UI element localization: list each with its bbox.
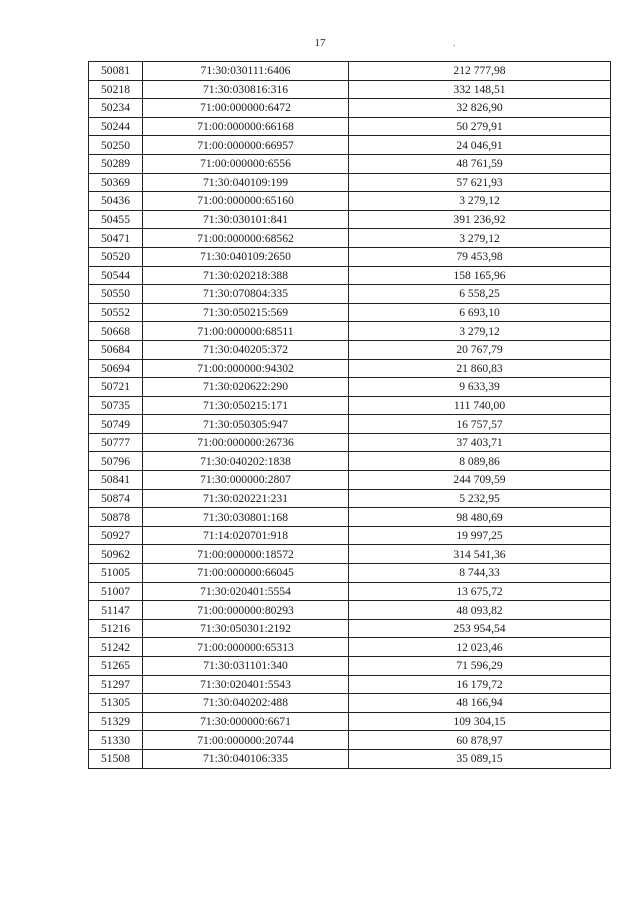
cadastral-number-cell: 71:00:000000:26736 <box>143 433 349 452</box>
table-row <box>89 378 611 397</box>
table-row <box>89 601 611 620</box>
cadastral-number-cell: 71:30:020622:290 <box>143 378 349 397</box>
cadastral-number-cell: 71:00:000000:6556 <box>143 154 349 173</box>
amount-cell: 3 279,12 <box>349 229 611 248</box>
table-row <box>89 173 611 192</box>
cadastral-number-cell: 71:30:020221:231 <box>143 489 349 508</box>
cadastral-number-cell: 71:30:030801:168 <box>143 508 349 527</box>
table-row <box>89 526 611 545</box>
table-row <box>89 303 611 322</box>
cadastral-number-cell: 71:00:000000:18572 <box>143 545 349 564</box>
table-row <box>89 210 611 229</box>
table-row <box>89 359 611 378</box>
record-number-cell: 51330 <box>89 731 143 750</box>
cadastral-number-cell: 71:30:030816:316 <box>143 80 349 99</box>
cadastral-number-cell: 71:14:020701:918 <box>143 526 349 545</box>
table-row <box>89 415 611 434</box>
amount-cell: 24 046,91 <box>349 136 611 155</box>
table-row <box>89 694 611 713</box>
cadastral-number-cell: 71:00:000000:94302 <box>143 359 349 378</box>
amount-cell: 109 304,15 <box>349 712 611 731</box>
record-number-cell: 50455 <box>89 210 143 229</box>
cadastral-number-cell: 71:00:000000:20744 <box>143 731 349 750</box>
amount-cell: 32 826,90 <box>349 99 611 118</box>
table-row <box>89 247 611 266</box>
amount-cell: 21 860,83 <box>349 359 611 378</box>
amount-cell: 16 757,57 <box>349 415 611 434</box>
cadastral-number-cell: 71:00:000000:66045 <box>143 564 349 583</box>
record-number-cell: 50796 <box>89 452 143 471</box>
cadastral-number-cell: 71:00:000000:80293 <box>143 601 349 620</box>
cadastral-number-cell: 71:00:000000:6472 <box>143 99 349 118</box>
table-row <box>89 99 611 118</box>
record-number-cell: 50874 <box>89 489 143 508</box>
table-row <box>89 471 611 490</box>
table-row <box>89 564 611 583</box>
record-number-cell: 51305 <box>89 694 143 713</box>
amount-cell: 3 279,12 <box>349 192 611 211</box>
record-number-cell: 50927 <box>89 526 143 545</box>
registry-table <box>88 61 611 769</box>
amount-cell: 8 089,86 <box>349 452 611 471</box>
amount-cell: 50 279,91 <box>349 117 611 136</box>
cadastral-number-cell: 71:30:040205:372 <box>143 340 349 359</box>
record-number-cell: 50694 <box>89 359 143 378</box>
amount-cell: 37 403,71 <box>349 433 611 452</box>
record-number-cell: 50721 <box>89 378 143 397</box>
table-row <box>89 117 611 136</box>
amount-cell: 5 232,95 <box>349 489 611 508</box>
record-number-cell: 50289 <box>89 154 143 173</box>
amount-cell: 48 093,82 <box>349 601 611 620</box>
record-number-cell: 51147 <box>89 601 143 620</box>
amount-cell: 212 777,98 <box>349 62 611 81</box>
cadastral-number-cell: 71:30:040109:2650 <box>143 247 349 266</box>
table-body <box>89 62 611 769</box>
cadastral-number-cell: 71:30:000000:2807 <box>143 471 349 490</box>
amount-cell: 6 693,10 <box>349 303 611 322</box>
cadastral-number-cell: 71:00:000000:68562 <box>143 229 349 248</box>
record-number-cell: 51297 <box>89 675 143 694</box>
table-row <box>89 322 611 341</box>
record-number-cell: 50749 <box>89 415 143 434</box>
amount-cell: 6 558,25 <box>349 285 611 304</box>
table-row <box>89 489 611 508</box>
record-number-cell: 51265 <box>89 657 143 676</box>
amount-cell: 60 878,97 <box>349 731 611 750</box>
cadastral-number-cell: 71:30:040202:488 <box>143 694 349 713</box>
amount-cell: 332 148,51 <box>349 80 611 99</box>
amount-cell: 71 596,29 <box>349 657 611 676</box>
cadastral-number-cell: 71:30:020218:388 <box>143 266 349 285</box>
cadastral-number-cell: 71:30:040106:335 <box>143 749 349 768</box>
amount-cell: 13 675,72 <box>349 582 611 601</box>
record-number-cell: 50684 <box>89 340 143 359</box>
page-number: 17 <box>314 37 326 49</box>
record-number-cell: 50436 <box>89 192 143 211</box>
table-row <box>89 62 611 81</box>
amount-cell: 12 023,46 <box>349 638 611 657</box>
table-row <box>89 582 611 601</box>
cadastral-number-cell: 71:30:030101:841 <box>143 210 349 229</box>
record-number-cell: 50735 <box>89 396 143 415</box>
cadastral-number-cell: 71:30:050305:947 <box>143 415 349 434</box>
amount-cell: 314 541,36 <box>349 545 611 564</box>
table-row <box>89 657 611 676</box>
table-row <box>89 266 611 285</box>
amount-cell: 48 761,59 <box>349 154 611 173</box>
table-row <box>89 619 611 638</box>
cadastral-number-cell: 71:30:031101:340 <box>143 657 349 676</box>
cadastral-number-cell: 71:30:000000:6671 <box>143 712 349 731</box>
amount-cell: 391 236,92 <box>349 210 611 229</box>
record-number-cell: 50369 <box>89 173 143 192</box>
table-row <box>89 452 611 471</box>
page-mark: . <box>453 38 456 49</box>
table-row <box>89 154 611 173</box>
cadastral-number-cell: 71:30:050215:569 <box>143 303 349 322</box>
cadastral-number-cell: 71:30:050301:2192 <box>143 619 349 638</box>
record-number-cell: 50250 <box>89 136 143 155</box>
record-number-cell: 51508 <box>89 749 143 768</box>
table-row <box>89 229 611 248</box>
amount-cell: 111 740,00 <box>349 396 611 415</box>
table-row <box>89 508 611 527</box>
record-number-cell: 51005 <box>89 564 143 583</box>
cadastral-number-cell: 71:30:040202:1838 <box>143 452 349 471</box>
record-number-cell: 50234 <box>89 99 143 118</box>
table-row <box>89 731 611 750</box>
record-number-cell: 50218 <box>89 80 143 99</box>
table-row <box>89 80 611 99</box>
amount-cell: 158 165,96 <box>349 266 611 285</box>
record-number-cell: 50962 <box>89 545 143 564</box>
table-row <box>89 749 611 768</box>
cadastral-number-cell: 71:30:020401:5554 <box>143 582 349 601</box>
cadastral-number-cell: 71:30:020401:5543 <box>143 675 349 694</box>
table-row <box>89 340 611 359</box>
record-number-cell: 51242 <box>89 638 143 657</box>
table-row <box>89 638 611 657</box>
record-number-cell: 50471 <box>89 229 143 248</box>
record-number-cell: 50777 <box>89 433 143 452</box>
record-number-cell: 51329 <box>89 712 143 731</box>
record-number-cell: 50552 <box>89 303 143 322</box>
table-row <box>89 396 611 415</box>
table-row <box>89 136 611 155</box>
amount-cell: 3 279,12 <box>349 322 611 341</box>
cadastral-number-cell: 71:00:000000:65313 <box>143 638 349 657</box>
cadastral-number-cell: 71:00:000000:66168 <box>143 117 349 136</box>
amount-cell: 57 621,93 <box>349 173 611 192</box>
record-number-cell: 51007 <box>89 582 143 601</box>
amount-cell: 8 744,33 <box>349 564 611 583</box>
amount-cell: 35 089,15 <box>349 749 611 768</box>
cadastral-number-cell: 71:00:000000:65160 <box>143 192 349 211</box>
record-number-cell: 50081 <box>89 62 143 81</box>
record-number-cell: 50878 <box>89 508 143 527</box>
record-number-cell: 51216 <box>89 619 143 638</box>
amount-cell: 16 179,72 <box>349 675 611 694</box>
amount-cell: 79 453,98 <box>349 247 611 266</box>
cadastral-number-cell: 71:30:030111:6406 <box>143 62 349 81</box>
record-number-cell: 50550 <box>89 285 143 304</box>
table-row <box>89 712 611 731</box>
amount-cell: 20 767,79 <box>349 340 611 359</box>
table-row <box>89 433 611 452</box>
cadastral-number-cell: 71:30:050215:171 <box>143 396 349 415</box>
amount-cell: 9 633,39 <box>349 378 611 397</box>
amount-cell: 253 954,54 <box>349 619 611 638</box>
record-number-cell: 50841 <box>89 471 143 490</box>
cadastral-number-cell: 71:30:070804:335 <box>143 285 349 304</box>
amount-cell: 244 709,59 <box>349 471 611 490</box>
amount-cell: 19 997,25 <box>349 526 611 545</box>
table-row <box>89 192 611 211</box>
amount-cell: 48 166,94 <box>349 694 611 713</box>
cadastral-number-cell: 71:30:040109:199 <box>143 173 349 192</box>
table-row <box>89 545 611 564</box>
amount-cell: 98 480,69 <box>349 508 611 527</box>
record-number-cell: 50520 <box>89 247 143 266</box>
record-number-cell: 50668 <box>89 322 143 341</box>
table-row <box>89 285 611 304</box>
record-number-cell: 50244 <box>89 117 143 136</box>
cadastral-number-cell: 71:00:000000:68511 <box>143 322 349 341</box>
table-row <box>89 675 611 694</box>
record-number-cell: 50544 <box>89 266 143 285</box>
cadastral-number-cell: 71:00:000000:66957 <box>143 136 349 155</box>
